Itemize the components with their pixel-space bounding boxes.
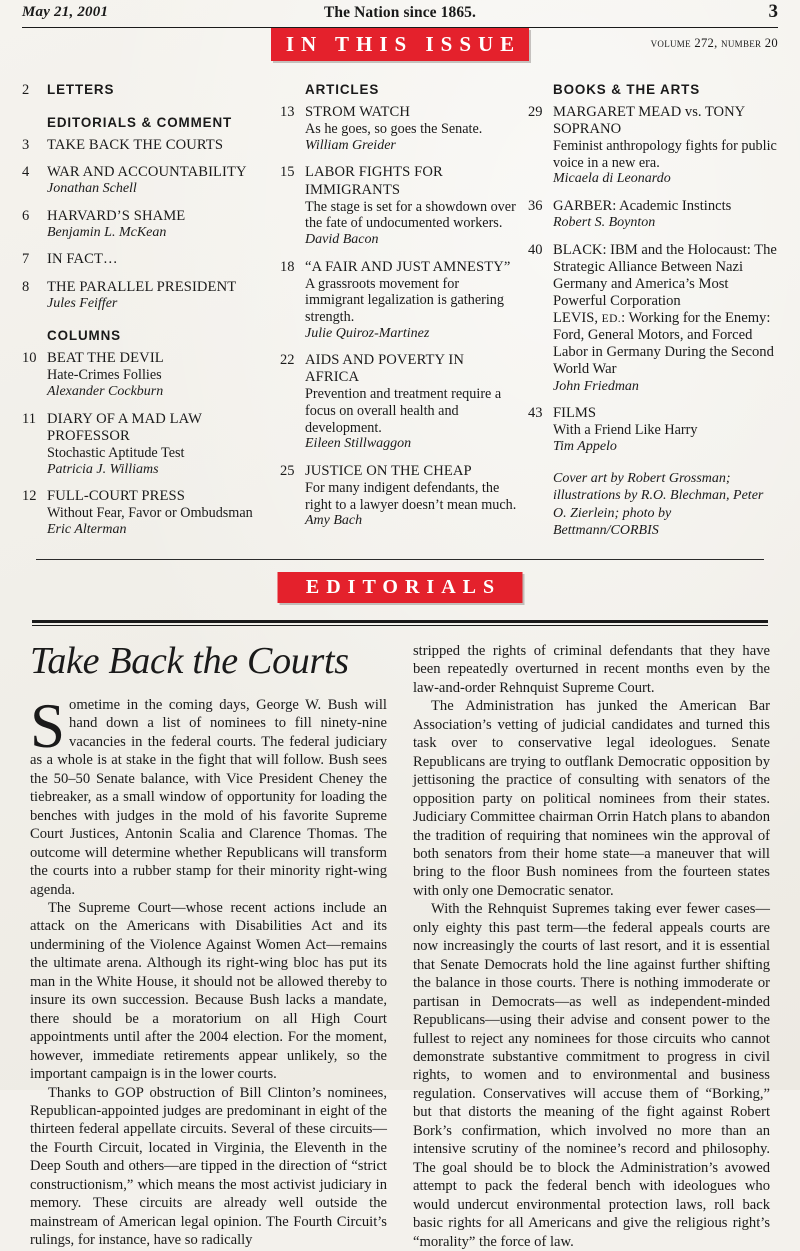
toc-item-title: LABOR FIGHTS FOR IMMIGRANTS xyxy=(305,164,443,198)
toc-item-title-second xyxy=(553,310,778,378)
editorials-banner: EDITORIALS xyxy=(278,572,523,603)
toc-page-number: 7 xyxy=(22,251,30,268)
toc-item-letters[interactable] xyxy=(22,82,270,99)
toc-item-title: GARBER: Academic Instincts xyxy=(553,198,732,215)
toc-item-title: AIDS AND POVERTY IN AFRICA xyxy=(305,352,464,386)
toc-item[interactable] xyxy=(22,350,270,400)
editorial-article xyxy=(22,642,778,1251)
toc-item-author: Robert S. Boynton xyxy=(553,215,656,231)
toc-column-articles xyxy=(280,82,528,549)
toc-item[interactable] xyxy=(22,251,270,268)
in-this-issue-banner: IN THIS ISSUE xyxy=(271,28,529,61)
toc-item-author: Patricia J. Williams xyxy=(47,461,159,477)
page-folio: 3 xyxy=(768,1,778,22)
editorials-banner-row xyxy=(22,572,778,612)
publication-line: The Nation since 1865. xyxy=(323,4,477,21)
toc-item-subtitle: Hate-Crimes Follies xyxy=(47,367,162,384)
toc-item-subtitle: The stage is set for a showdown over the fate of undocumented workers. xyxy=(305,198,516,232)
toc-item-author: Julie Quiroz-Martinez xyxy=(305,325,430,341)
toc-item-title: FILMS xyxy=(553,405,596,422)
volume-number: volume 272, number 20 xyxy=(650,36,778,50)
toc-item-author: Eileen Stillwaggon xyxy=(305,436,412,452)
table-of-contents xyxy=(22,82,778,549)
toc-item-author: Jules Feiffer xyxy=(47,295,118,311)
toc-item-subtitle: Stochastic Aptitude Test xyxy=(47,444,185,461)
article-paragraph: stripped the rights of criminal defendants that they have been repeatedly overturned in recent months even by the law-and-order Rehnquist Supreme Court. xyxy=(413,643,770,696)
toc-item-author: Jonathan Schell xyxy=(47,180,137,196)
toc-item[interactable] xyxy=(280,352,518,453)
toc-page-number: 25 xyxy=(280,463,295,480)
toc-column-editorials xyxy=(22,82,280,549)
article-headline: Take Back the Courts xyxy=(30,640,349,683)
toc-item-author: William Greider xyxy=(305,137,396,153)
toc-item-title: LETTERS xyxy=(47,82,115,97)
toc-title2-post: : Working for the Enemy: Ford, General Motors, and Forced Labor in Germany During the Second World War xyxy=(553,310,774,378)
toc-item[interactable] xyxy=(528,242,778,395)
toc-heading-books-arts: BOOKS & THE ARTS xyxy=(553,82,701,97)
toc-page-number: 36 xyxy=(528,198,543,215)
toc-item-title: HARVARD’S SHAME xyxy=(47,207,186,224)
toc-item-title: STROM WATCH xyxy=(305,104,411,120)
article-column-right xyxy=(413,642,770,1251)
toc-item[interactable] xyxy=(280,104,518,154)
toc-item[interactable] xyxy=(22,164,270,198)
rule-thick xyxy=(32,620,768,623)
toc-page-number: 10 xyxy=(22,350,37,367)
issue-date: May 21, 2001 xyxy=(22,4,109,20)
toc-item-author: Benjamin L. McKean xyxy=(47,224,167,240)
toc-heading-articles: ARTICLES xyxy=(305,82,380,97)
toc-item-author: Eric Alterman xyxy=(47,522,127,538)
article-paragraph: Thanks to GOP obstruction of Bill Clinton’s nominees, Republican-appointed judges are predominant in eight of the thirteen federal appellate circuits. Several of these circuits—the Fourth Circuit, located in Virginia, the Eleventh in the Deep South and others—are tipped in the direction of “strict constructionism,” which means the most activist judiciary in memory. These circuits are already well outside the mainstream of American legal opinion. The Fourth Circuit’s rulings, for instance, have so radically xyxy=(30,1084,387,1249)
toc-item-subtitle: Without Fear, Favor or Ombudsman xyxy=(47,505,253,522)
rule-thin xyxy=(32,625,768,626)
toc-page-number: 40 xyxy=(528,242,543,258)
toc-page-number: 8 xyxy=(22,278,30,295)
toc-page-number: 15 xyxy=(280,164,295,181)
toc-bottom-rule xyxy=(36,559,764,560)
toc-item[interactable] xyxy=(280,259,518,343)
toc-item-author: Tim Appelo xyxy=(553,438,617,454)
toc-item-subtitle: With a Friend Like Harry xyxy=(553,422,698,439)
toc-item-author: Amy Bach xyxy=(305,513,363,529)
toc-title2-editor-label: ED. xyxy=(601,313,622,326)
toc-page-number: 4 xyxy=(22,163,30,180)
toc-item[interactable] xyxy=(528,405,778,455)
toc-item-title: BEAT THE DEVIL xyxy=(47,350,164,367)
toc-item[interactable] xyxy=(280,463,518,530)
toc-item[interactable] xyxy=(280,164,518,248)
toc-item[interactable] xyxy=(528,198,778,232)
toc-item-title: IN FACT… xyxy=(47,251,118,268)
toc-item[interactable] xyxy=(22,137,270,154)
toc-page-number: 29 xyxy=(528,104,543,120)
toc-item-author: David Bacon xyxy=(305,231,379,247)
article-column-left xyxy=(30,642,387,1251)
article-paragraph: With the Rehnquist Supremes taking ever fewer cases—only eighty this past term—the federal appeals courts are now increasingly the courts of last resort, and it is essential that Senate Democrats hold the line against further shifting the balance in those courts. There is nothing immoderate or partisan in Democrats—as well as independent-minded Republicans—using their advise and consent power to the fullest to reject any nominees for those circuits who cannot demonstrate substantive commitment to progress in civil rights, to women and to environmental and business regulation. Conservatives will accuse them of “Borking,” but that distorts the meaning of the fight against Robert Bork’s confirmation, which involved no more than an intensive scrutiny of the nominee’s record and philosophy. The goal should be to block the Administration’s avowed attempt to pack the federal bench with ideologues who would undercut environmental protection laws, roll back basic rights for all Americans and give the religious right’s “morality” the force of law. xyxy=(413,901,770,1250)
toc-item[interactable] xyxy=(22,208,270,242)
toc-heading-columns: COLUMNS xyxy=(47,328,121,344)
toc-item-title: DIARY OF A MAD LAW PROFESSOR xyxy=(47,410,202,444)
toc-item-subtitle: As he goes, so goes the Senate. xyxy=(305,121,483,138)
toc-item[interactable] xyxy=(528,104,778,188)
masthead xyxy=(22,0,778,26)
editorials-double-rule xyxy=(32,620,768,626)
toc-page-number: 12 xyxy=(22,488,37,505)
toc-item-author: Micaela di Leonardo xyxy=(553,171,671,187)
toc-column-books-arts xyxy=(528,82,778,549)
toc-item-subtitle: For many indigent defendants, the right to a lawyer doesn’t mean much. xyxy=(305,480,517,513)
in-this-issue-banner-row xyxy=(22,28,778,64)
toc-item-title: THE PARALLEL PRESIDENT xyxy=(47,278,237,295)
toc-item-title: TAKE BACK THE COURTS xyxy=(47,136,224,153)
toc-item-title: “A FAIR AND JUST AMNESTY” xyxy=(305,258,511,275)
toc-page-number: 22 xyxy=(280,352,295,369)
toc-item-title: FULL-COURT PRESS xyxy=(47,488,185,505)
toc-item-author: John Friedman xyxy=(553,378,639,394)
toc-item[interactable] xyxy=(22,488,270,538)
article-paragraph: Sometime in the coming days, George W. Bush will hand down a list of nominees to fill ninety-nine vacancies in the federal courts. The federal judiciary as a whole is at stake in the fight that will follow. Bush sees the 50–50 Senate balance, with Vice President Cheney the tiebreaker, as a small window of opportunity for loading the benches with judges in the mold of his favorite Supreme Court Justices, Antonin Scalia and Clarence Thomas. The outcome will determine whether Republicans will transform the courts into a rubber stamp for their minority right-wing agenda. xyxy=(30,691,387,898)
toc-title2-pre: LEVIS, xyxy=(553,310,602,327)
toc-item-title: WAR AND ACCOUNTABILITY xyxy=(47,163,247,180)
toc-item[interactable] xyxy=(22,279,270,313)
toc-page-number: 13 xyxy=(280,104,295,120)
toc-item-author: Alexander Cockburn xyxy=(47,384,164,400)
toc-item-subtitle: A grassroots movement for immigrant legalization is gathering strength. xyxy=(305,275,504,325)
toc-page-number: 6 xyxy=(22,207,30,224)
toc-item-subtitle: Feminist anthropology fights for public voice in a new era. xyxy=(553,138,777,171)
toc-item-title: JUSTICE ON THE CHEAP xyxy=(305,463,472,480)
toc-page-number: 11 xyxy=(22,410,36,427)
toc-item-subtitle: Prevention and treatment require a focus on overall health and development. xyxy=(305,386,502,436)
toc-page-number: 18 xyxy=(280,258,295,275)
article-paragraph: The Administration has junked the American Bar Association’s vetting of judicial candidates and turned this task over to conservative legal ideologues. Senate Republicans are trying to outflank Democratic opposition by jettisoning the practice of consulting with senators of the opposition party on political nominees from their states. Judiciary Committee chairman Orrin Hatch plans to abandon the tradition of requiring that nominees win the approval of both senators from their home state—a maneuver that will bring to the floor Bush nominees from the fourteen states with only one Democratic senator. xyxy=(413,698,770,899)
toc-item[interactable] xyxy=(22,411,270,479)
toc-item-title: MARGARET MEAD vs. TONY SOPRANO xyxy=(553,104,745,138)
toc-page-number: 3 xyxy=(22,136,30,153)
toc-page-number: 2 xyxy=(22,82,30,98)
toc-item-title: BLACK: IBM and the Holocaust: The Strategic Alliance Between Nazi Germany and America’s Most Powerful Corporation xyxy=(553,242,777,310)
toc-page-number: 43 xyxy=(528,405,543,422)
toc-heading-editorials-comment: EDITORIALS & COMMENT xyxy=(47,114,233,130)
article-paragraph: The Supreme Court—whose recent actions include an attack on the Americans with Disabilities Act and its undermining of the Violence Against Women Act—remains the ultimate arena. Although its right-wing bloc has put its man in the White House, it should not be allowed thereby to insure its own succession. Because Bush lacks a mandate, there should be a moratorium on all High Court appointments until after the 2004 election. For the moment, however, immediate retirements appear unlikely, so the important campaign is in the lower courts. xyxy=(30,900,387,1083)
credits-note: Cover art by Robert Grossman; illustrations by R.O. Blechman, Peter O. Zierlein; photo by Bettmann/CORBIS xyxy=(553,470,764,539)
